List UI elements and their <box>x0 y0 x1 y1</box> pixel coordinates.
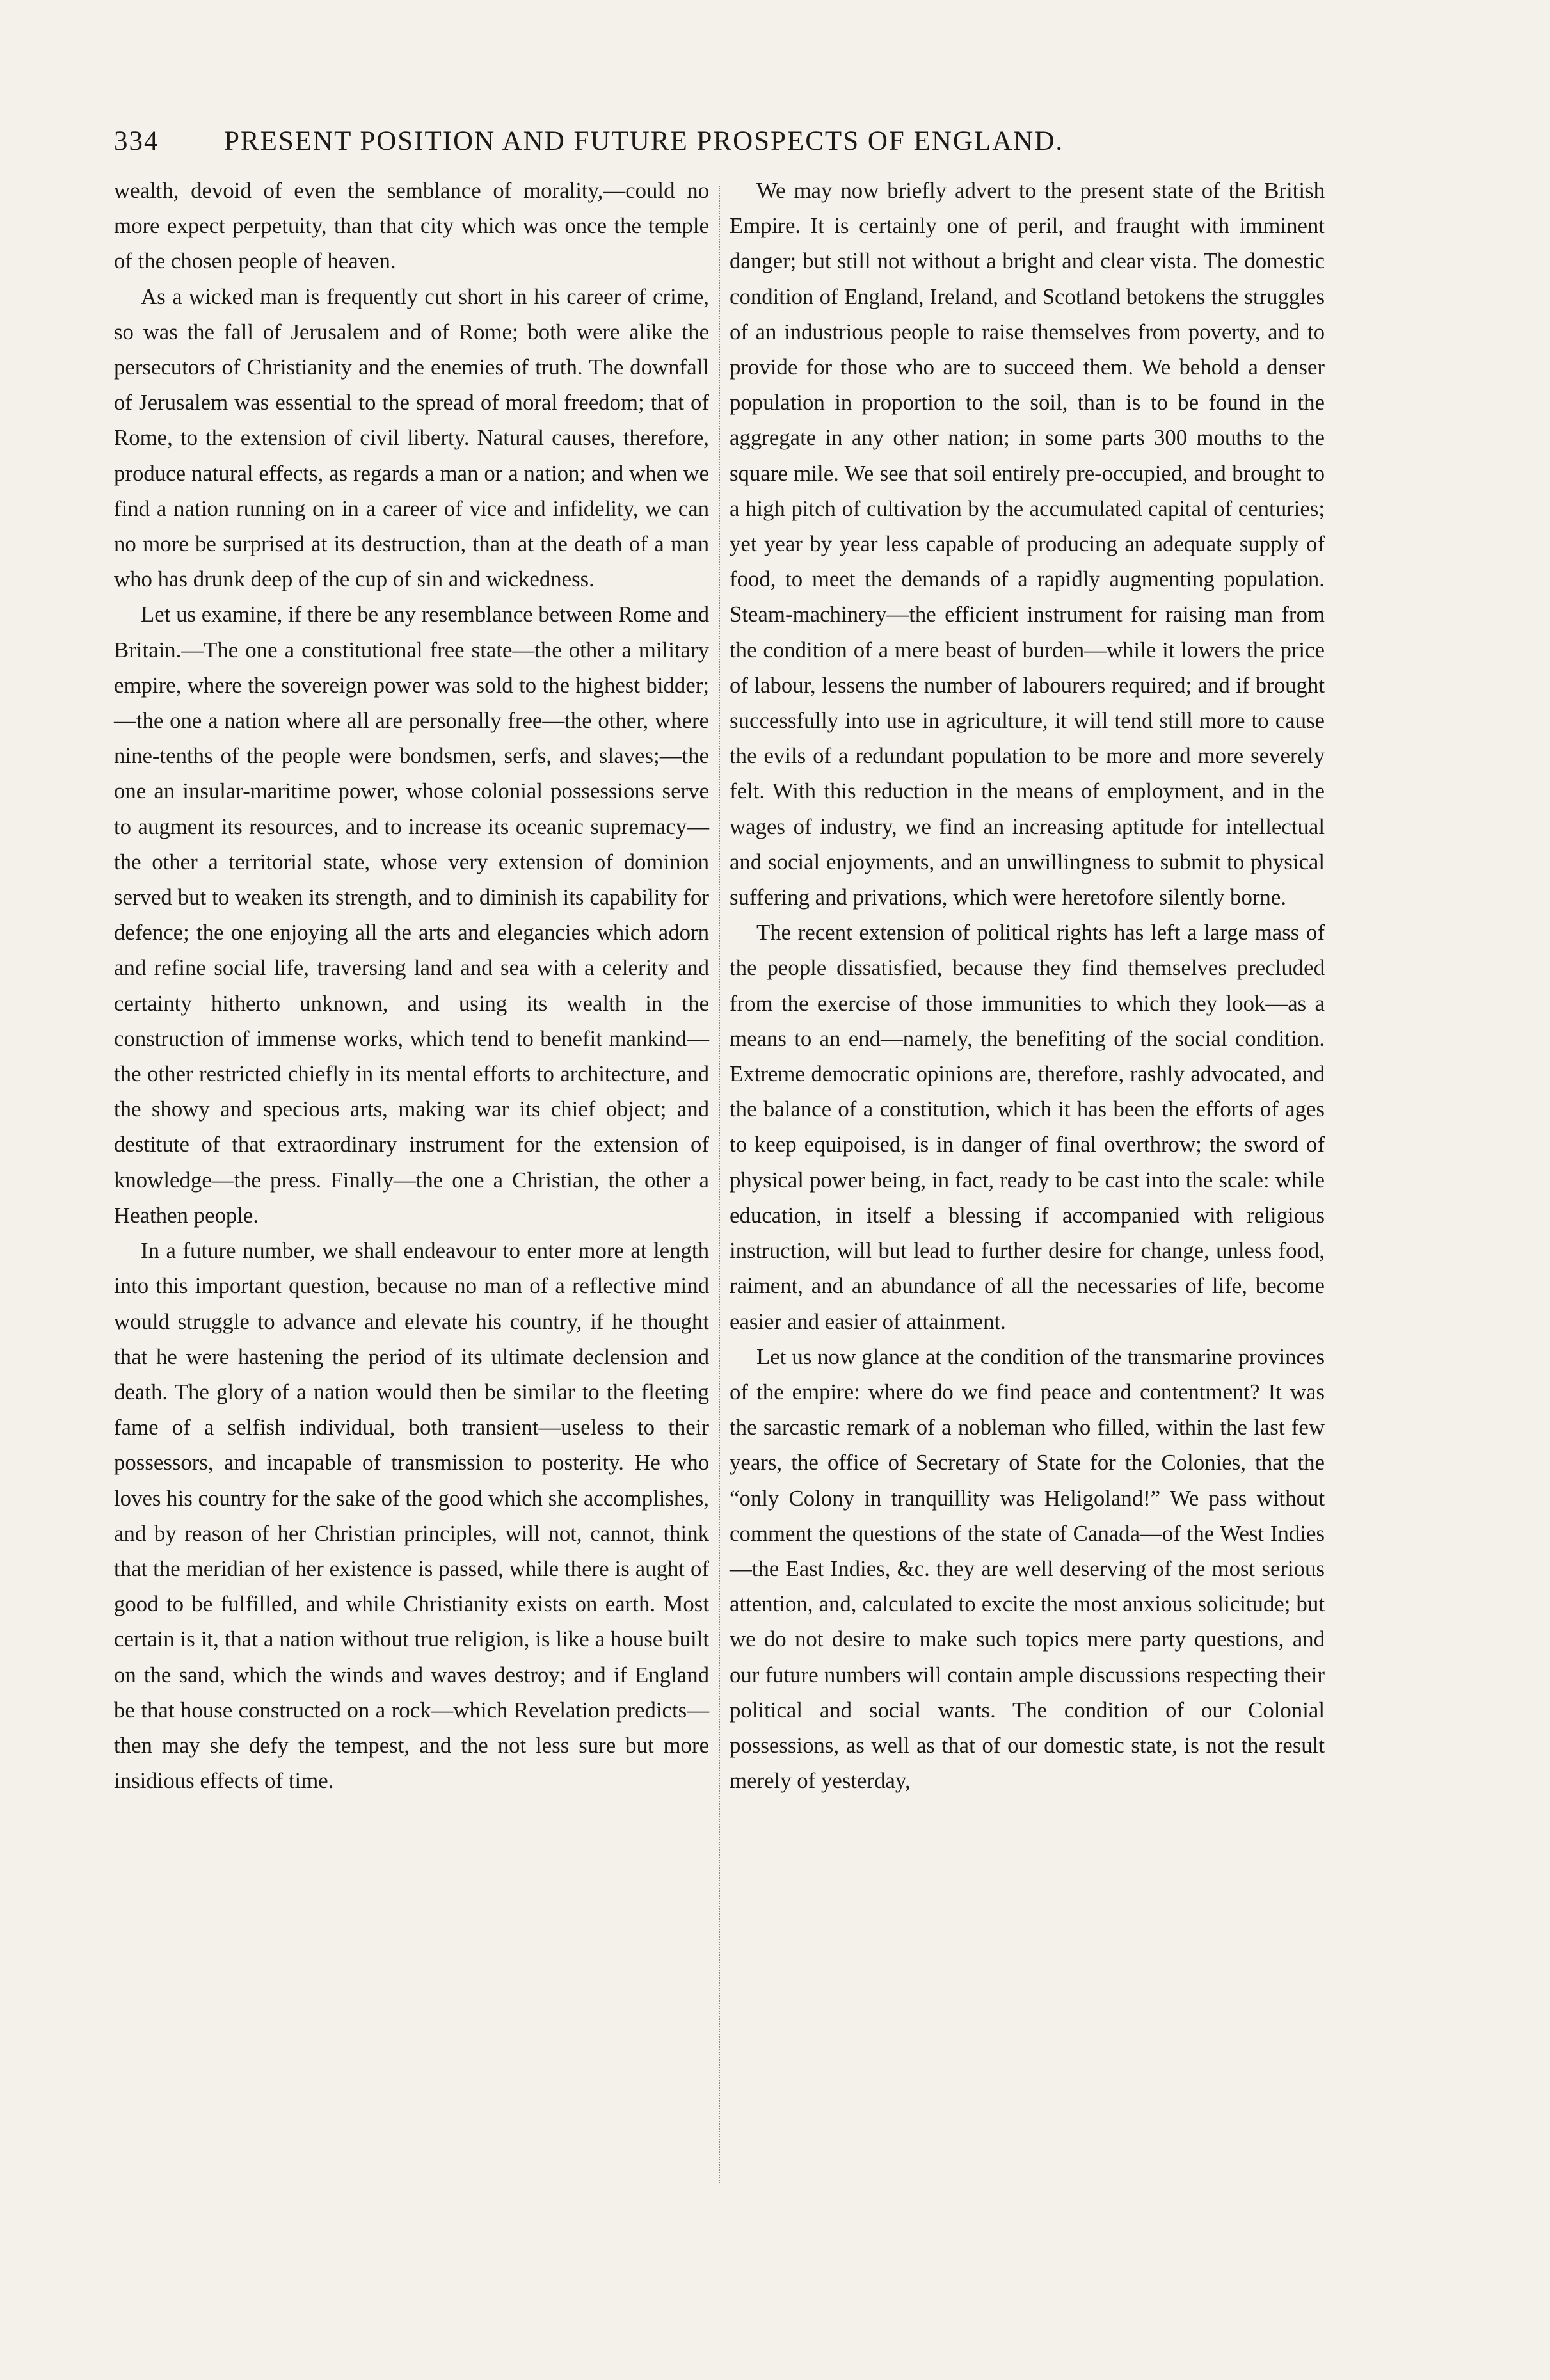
paragraph: We may now briefly advert to the present state of the British Empire. It is certainly one of peril, and fraught with imminent danger; but still not without a bright and clear vista. The domestic condition of England, Ireland, and Scotland betokens the struggles of an industrious people to raise themselves from poverty, and to provide for those who are to succeed them. We behold a denser population in proportion to the soil, than is to be found in the aggregate in any other nation; in some parts 300 mouths to the square mile. We see that soil entirely pre-occupied, and brought to a high pitch of cultivation by the accumulated capital of centuries; yet year by year less capable of producing an adequate supply of food, to meet the demands of a rapidly augmenting population. Steam-machinery—the efficient instrument for raising man from the condition of a mere beast of burden—while it lowers the price of labour, lessens the number of labourers required; and if brought successfully into use in agriculture, it will tend still more to cause the evils of a redundant population to be more and more severely felt. With this reduction in the means of employment, and in the wages of industry, we find an increasing aptitude for intellectual and social enjoyments, and an unwillingness to submit to physical suffering and privations, which were heretofore silently borne. <box>730 178 1325 910</box>
paragraph: wealth, devoid of even the semblance of morality,—could no more expect perpetuity, than that city which was once the temple of the chosen people of heaven. <box>114 178 709 274</box>
page-number: 334 <box>114 126 159 156</box>
column-divider <box>719 186 720 2183</box>
paragraph: Let us examine, if there be any resemblance between Rome and Britain.—The one a constitutional free state—the other a military empire, where the sovereign power was sold to the highest bidder;—the one a nation where all are personally free—the other, where nine-tenths of the people were bondsmen, serfs, and slaves;—the one an insular-maritime power, whose colonial possessions serve to augment its resources, and to increase its oceanic supremacy—the other a territorial state, whose very extension of dominion served but to weaken its strength, and to diminish its capability for defence; the one enjoying all the arts and elegancies which adorn and refine social life, traversing land and sea with a celerity and certainty hitherto unknown, and using its wealth in the construction of immense works, which tend to benefit mankind—the other restricted chiefly in its mental efforts to architecture, and the showy and specious arts, making war its chief object; and destitute of that extraordinary instrument for the extension of knowledge—the press. Finally—the one a Christian, the other a Heathen people. <box>114 602 709 1228</box>
left-column <box>114 173 709 1798</box>
paragraph: As a wicked man is frequently cut short in his career of crime, so was the fall of Jerusalem and of Rome; both were alike the persecutors of Christianity and the enemies of truth. The downfall of Jerusalem was essential to the spread of moral freedom; that of Rome, to the extension of civil liberty. Natural causes, therefore, produce natural effects, as regards a man or a nation; and when we find a nation running on in a career of vice and infidelity, we can no more be surprised at its destruction, than at the death of a man who has drunk deep of the cup of sin and wickedness. <box>114 284 709 592</box>
paragraph: Let us now glance at the condition of the transmarine provinces of the empire: where do we find peace and contentment? It was the sarcastic remark of a nobleman who filled, within the last few years, the office of Secretary of State for the Colonies, that the “only Colony in tranquillity was Heligoland!” We pass without comment the questions of the state of Canada—of the West Indies—the East Indies, &c. they are well deserving of the most serious attention, and, calculated to excite the most anxious solicitude; but we do not desire to make such topics mere party questions, and our future numbers will contain ample discussions respecting their political and social wants. The condition of our Colonial possessions, as well as that of our domestic state, is not the result merely of yesterday, <box>730 1344 1325 1794</box>
right-column <box>730 173 1325 1798</box>
running-title: PRESENT POSITION AND FUTURE PROSPECTS OF ENGLAND. <box>224 126 1064 156</box>
running-header <box>114 125 1330 164</box>
paragraph: The recent extension of political rights has left a large mass of the people dissatisfied, because they find themselves precluded from the exercise of those immunities to which they look—as a means to an end—namely, the benefiting of the social condition. Extreme democratic opinions are, therefore, rashly advocated, and the balance of a constitution, which it has been the efforts of ages to keep equipoised, is in danger of final overthrow; the sword of physical power being, in fact, ready to be cast into the scale: while education, in itself a blessing if accompanied with religious instruction, will but lead to further desire for change, unless food, raiment, and an abundance of all the necessaries of life, become easier and easier of attainment. <box>730 920 1325 1334</box>
paragraph: In a future number, we shall endeavour to enter more at length into this important question, because no man of a reflective mind would struggle to advance and elevate his country, if he thought that he were hastening the period of its ultimate declension and death. The glory of a nation would then be similar to the fleeting fame of a selfish individual, both transient—useless to their possessors, and incapable of transmission to posterity. He who loves his country for the sake of the good which she accomplishes, and by reason of her Christian principles, will not, cannot, think that the meridian of her existence is passed, while there is aught of good to be fulfilled, and while Christianity exists on earth. Most certain is it, that a nation without true religion, is like a house built on the sand, which the winds and waves destroy; and if England be that house constructed on a rock—which Revelation predicts—then may she defy the tempest, and the not less sure but more insidious effects of time. <box>114 1238 709 1794</box>
